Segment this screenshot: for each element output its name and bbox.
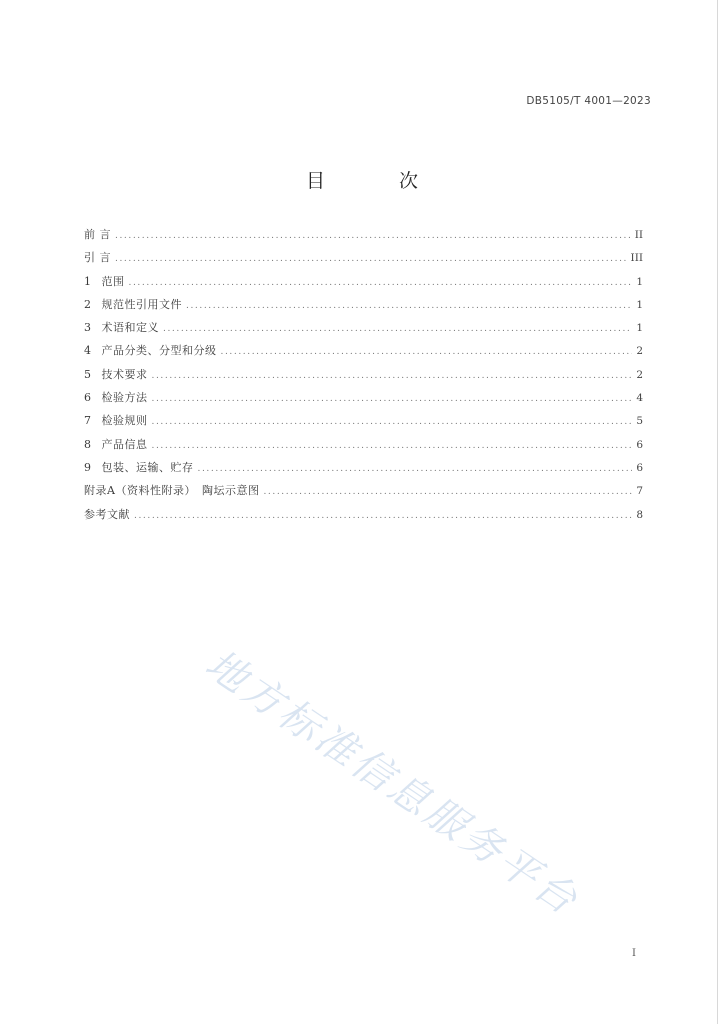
toc-entry-page: 4 (636, 392, 643, 405)
toc-entry-label: 引 言 (84, 251, 111, 265)
toc-leader-dots (115, 254, 627, 264)
toc-entry[interactable] (84, 412, 643, 435)
toc-entry-number: 7 (84, 414, 92, 428)
toc-entry-text: 规范性引用文件 (101, 297, 182, 311)
toc-entry-page: II (634, 229, 643, 241)
toc-entry-text: 产品信息 (101, 437, 148, 451)
toc-entry-label (84, 273, 125, 289)
standard-code: DB5105/T 4001—2023 (526, 95, 651, 107)
toc-entry-label (84, 319, 159, 335)
toc-leader-dots (152, 371, 633, 381)
toc-entry-text: 术语和定义 (101, 321, 159, 335)
toc-entry-text: 产品分类、分型和分级 (101, 344, 217, 358)
toc-entry-page: 2 (636, 345, 643, 358)
toc-entry-label (84, 436, 148, 452)
toc-entry[interactable] (84, 296, 643, 319)
toc-entry-number: 4 (84, 344, 92, 358)
toc-entry-page: 1 (636, 298, 643, 311)
toc-entry-page: III (630, 252, 643, 265)
toc-leader-dots (115, 231, 631, 241)
toc-leader-dots (198, 464, 633, 474)
toc-entry-number: 5 (84, 367, 92, 381)
toc-leader-dots (152, 394, 633, 404)
toc-entry-page: 2 (636, 368, 643, 381)
toc-entry[interactable] (84, 366, 643, 389)
toc-leader-dots (152, 417, 633, 427)
toc-entry-number: 2 (84, 297, 92, 311)
toc-leader-dots (163, 324, 632, 334)
toc-leader-dots (221, 347, 633, 357)
toc-leader-dots (263, 487, 632, 497)
toc-entry-number: 1 (84, 274, 92, 288)
toc-entry[interactable] (84, 459, 643, 482)
toc-entry-text: 包装、运输、贮存 (101, 460, 194, 474)
toc-entry-label (84, 342, 217, 358)
toc-entry-page: 5 (636, 415, 643, 428)
toc-leader-dots (186, 301, 632, 311)
toc-entry-number: 6 (84, 391, 92, 405)
toc-entry-label (84, 412, 148, 428)
toc-entry-page: 6 (636, 461, 643, 474)
toc-entry-page: 1 (636, 322, 643, 335)
toc-leader-dots (152, 441, 633, 451)
toc-entry-page: 8 (636, 508, 643, 521)
toc-entry[interactable] (84, 342, 643, 365)
page-edge-line (717, 0, 718, 1024)
toc-entry[interactable] (84, 319, 643, 342)
toc-entry-number: 8 (84, 437, 92, 451)
toc-leader-dots (134, 511, 632, 521)
toc-entry[interactable] (84, 436, 643, 459)
toc-entry[interactable] (84, 482, 643, 505)
platform-watermark: 地方标准信息服务平台 (196, 641, 588, 926)
toc-entry-text: 检验规则 (101, 414, 148, 428)
toc-entry-page: 7 (636, 485, 643, 498)
toc-entry-text: 范围 (101, 274, 125, 288)
page-number: I (632, 948, 636, 959)
toc-entry[interactable] (84, 506, 643, 529)
toc-entry[interactable] (84, 389, 643, 412)
toc-entry-number: 3 (84, 321, 92, 335)
toc-list (84, 226, 643, 529)
toc-entry-page: 6 (636, 438, 643, 451)
toc-entry[interactable] (84, 226, 643, 249)
toc-entry-label (84, 389, 148, 405)
toc-entry-text: 技术要求 (101, 367, 148, 381)
toc-leader-dots (129, 278, 633, 288)
toc-title: 目 次 (305, 170, 453, 192)
toc-entry-label (84, 459, 194, 475)
toc-entry-page: 1 (636, 275, 643, 288)
toc-entry-label (84, 366, 148, 382)
toc-entry-label (84, 296, 182, 312)
toc-entry-label: 附录A（资料性附录） 陶坛示意图 (84, 484, 260, 498)
toc-entry-label: 前 言 (84, 228, 111, 241)
toc-entry[interactable] (84, 273, 643, 296)
toc-entry-text: 检验方法 (101, 391, 148, 405)
toc-entry[interactable] (84, 249, 643, 272)
toc-entry-label: 参考文献 (84, 507, 130, 521)
toc-entry-number: 9 (84, 460, 92, 474)
